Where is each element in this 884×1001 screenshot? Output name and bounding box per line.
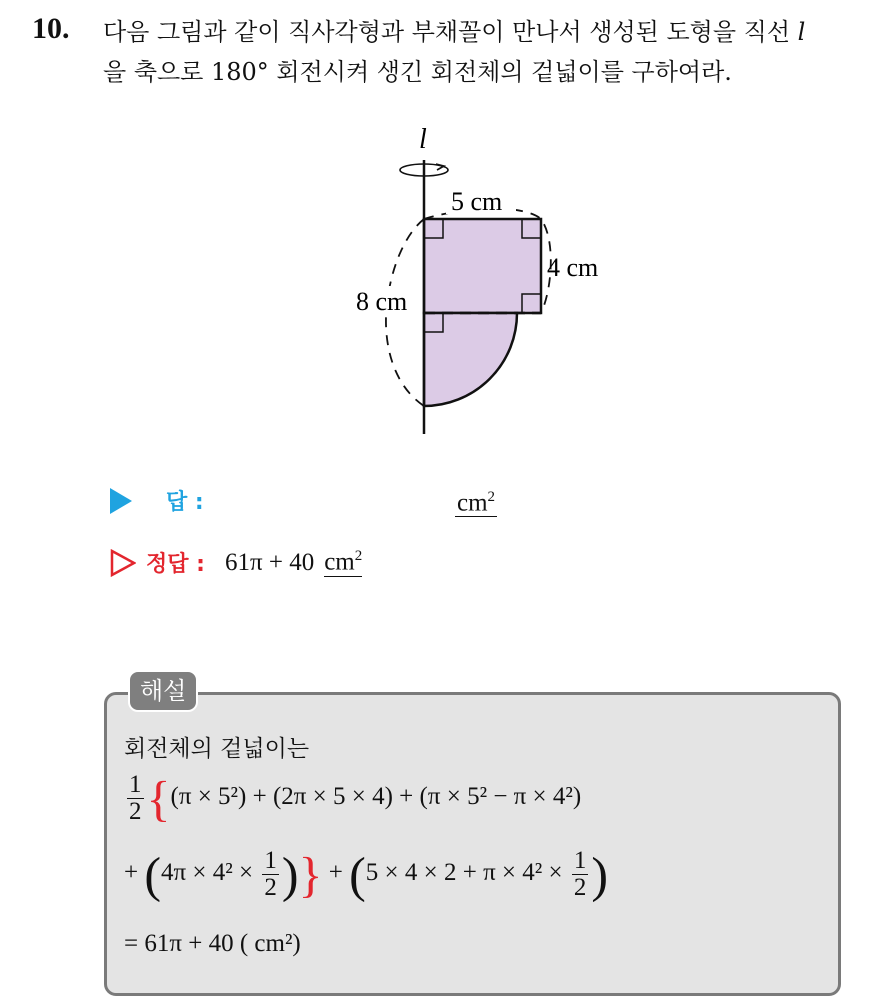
explanation-line-1: $\frac{1}{2}$ {(π × 5²) + (2π × 5 × 4) + (π × 5² − π × 4²) xyxy=(129,770,582,827)
right-length-label: 4 cm xyxy=(547,253,599,282)
question-number: 10. xyxy=(32,12,70,45)
correct-answer-unit: $cm^2$ xyxy=(324,547,363,576)
left-length-label: 8 cm xyxy=(356,287,408,316)
question-line-1: 다음 그림과 같이 직사각형과 부채꼴이 만나서 생성된 도형을 직선 xyxy=(103,18,798,46)
answer-label: 답 : xyxy=(166,490,204,515)
question-line-2: 을 축으로 180° 회전시켜 생긴 회전체의 겉넓이를 구하여라. xyxy=(103,58,732,86)
answer-row xyxy=(110,485,204,516)
figure-rectangle xyxy=(424,219,541,313)
correct-answer-value: 61π + 40 xyxy=(224,548,315,576)
figure-sector xyxy=(424,313,517,406)
top-length-label: 5 cm xyxy=(451,187,503,216)
correct-answer-row xyxy=(110,547,362,578)
axis-label: l xyxy=(419,124,427,155)
question-axis-var: l xyxy=(797,18,806,46)
fraction-half: $\frac{1}{2}$ xyxy=(129,771,142,825)
explanation-intro: 회전체의 겉넓이는 xyxy=(124,736,310,762)
correct-answer-label: 정답 : xyxy=(146,552,205,577)
outline-triangle-icon xyxy=(110,549,136,577)
explanation-result: = 61π + 40 ( cm²) xyxy=(124,930,301,957)
answer-input[interactable]: $cm^2$ xyxy=(455,484,497,517)
red-right-brace: } xyxy=(298,846,323,903)
figure xyxy=(0,0,884,460)
explanation-tag: 해설 xyxy=(128,670,198,712)
play-triangle-icon xyxy=(110,488,132,514)
explanation-line-2: + (4π × 4² × $\frac{1}{2}$ )} + (5 × 4 × 2 + π × 4² × $\frac{1}{2}$ ) xyxy=(124,846,609,903)
red-left-brace: { xyxy=(146,770,171,827)
